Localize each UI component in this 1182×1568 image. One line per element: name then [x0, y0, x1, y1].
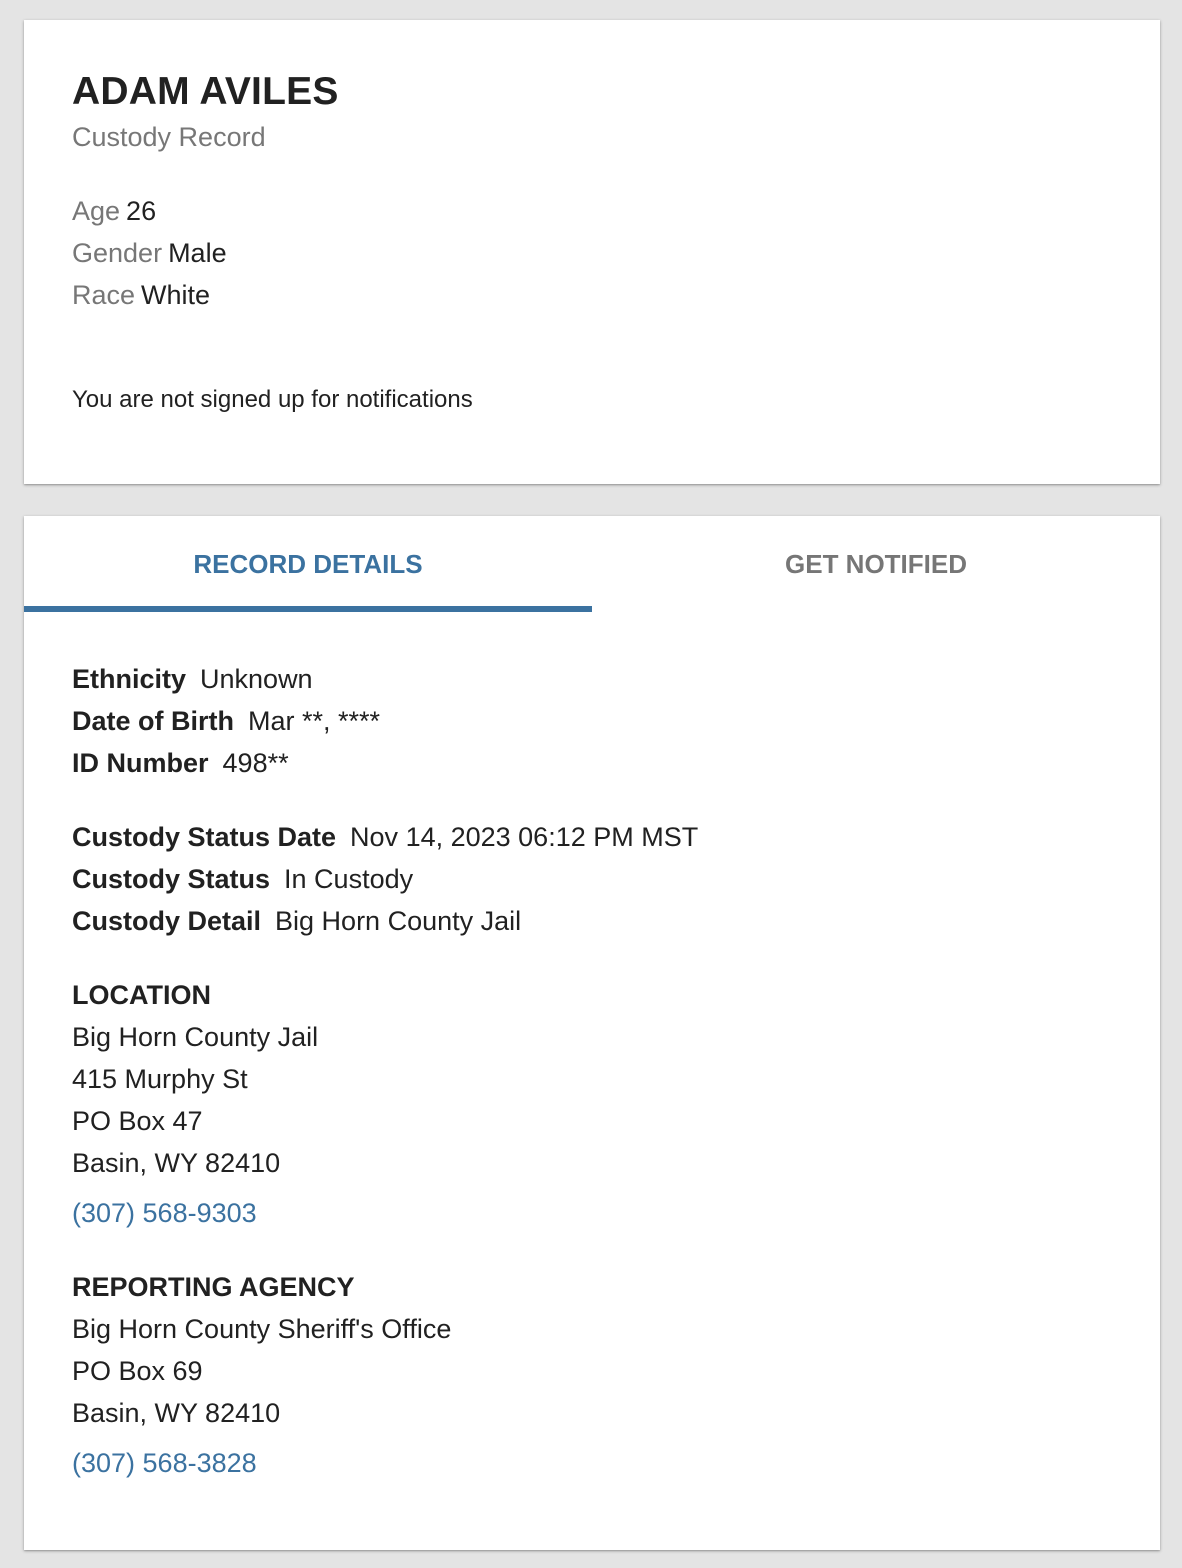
reporting-agency-heading: REPORTING AGENCY: [72, 1272, 355, 1302]
person-name: ADAM AVILES: [72, 70, 339, 113]
location-line: Big Horn County Jail: [72, 1022, 319, 1052]
location-line: PO Box 47: [72, 1106, 203, 1136]
id-number-value: 498**: [222, 748, 289, 778]
custody-status-value: In Custody: [284, 864, 414, 894]
age-row: [72, 196, 156, 227]
location-heading: LOCATION: [72, 980, 211, 1010]
custody-status-date-row: [72, 822, 698, 853]
custody-status-row: [72, 864, 413, 895]
age-label: Age: [72, 196, 121, 226]
agency-line: PO Box 69: [72, 1356, 203, 1386]
gender-row: [72, 238, 227, 269]
tab-record-details[interactable]: RECORD DETAILS: [193, 548, 423, 579]
dob-row: [72, 706, 380, 737]
ethnicity-label: Ethnicity: [72, 664, 187, 694]
dob-label: Date of Birth: [72, 706, 234, 736]
location-line: Basin, WY 82410: [72, 1148, 281, 1178]
ethnicity-value: Unknown: [200, 664, 313, 694]
age-value: 26: [126, 196, 157, 226]
notification-status: You are not signed up for notifications: [72, 386, 473, 413]
tab-get-notified[interactable]: GET NOTIFIED: [785, 548, 967, 579]
dob-value: Mar **, ****: [248, 706, 381, 736]
id-number-row: [72, 748, 289, 779]
agency-line: Big Horn County Sheriff's Office: [72, 1314, 452, 1344]
details-card: [24, 516, 1160, 1550]
location-phone-link[interactable]: (307) 568-9303: [72, 1198, 257, 1228]
summary-card: [24, 20, 1160, 484]
agency-line: Basin, WY 82410: [72, 1398, 281, 1428]
tab-bar: [24, 516, 1160, 612]
custody-status-date-label: Custody Status Date: [72, 822, 337, 852]
custody-status-date-value: Nov 14, 2023 06:12 PM MST: [350, 822, 699, 852]
custody-detail-value: Big Horn County Jail: [275, 906, 522, 936]
location-line: 415 Murphy St: [72, 1064, 248, 1094]
ethnicity-row: [72, 664, 313, 695]
active-tab-indicator: [24, 606, 592, 612]
race-value: White: [141, 280, 211, 310]
id-number-label: ID Number: [72, 748, 209, 778]
gender-value: Male: [168, 238, 227, 268]
agency-phone-link[interactable]: (307) 568-3828: [72, 1448, 257, 1478]
custody-detail-row: [72, 906, 521, 937]
gender-label: Gender: [72, 238, 163, 268]
custody-status-label: Custody Status: [72, 864, 271, 894]
race-label: Race: [72, 280, 136, 310]
record-type: Custody Record: [72, 122, 266, 152]
race-row: [72, 280, 210, 311]
custody-detail-label: Custody Detail: [72, 906, 262, 936]
